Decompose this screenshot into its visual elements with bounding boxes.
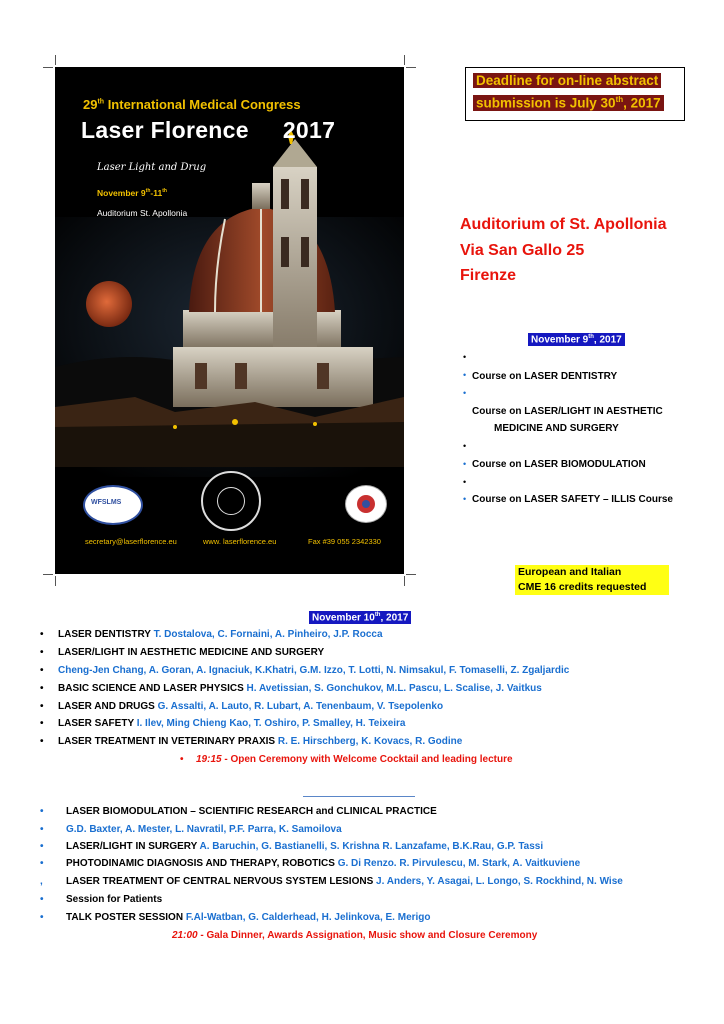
session-title: LASER DENTISTRY <box>58 629 154 640</box>
poster-fax: Fax #39 055 2342330 <box>308 537 381 546</box>
bullet: • <box>40 629 44 640</box>
session-title: PHOTODINAMIC DIAGNOSIS AND THERAPY, ROBOTICS <box>66 858 338 869</box>
date-label-nov-10: November 10th, 2017 <box>309 611 411 624</box>
bullet: • <box>40 683 44 694</box>
moon-shape <box>86 281 132 327</box>
bullet: • <box>40 718 44 729</box>
session-row <box>40 912 431 923</box>
session-row <box>40 876 623 887</box>
session-speakers: R. E. Hirschberg, K. Kovacs, R. Godine <box>277 736 463 747</box>
cme-line-2: CME 16 credits requested <box>518 581 647 593</box>
course-aesthetic-cont: MEDICINE AND SURGERY <box>494 423 619 434</box>
bullet: • <box>40 806 44 817</box>
session-speakers: G. Assalti, A. Lauto, R. Lubart, A. Tenenbaum, V. Tsepolenko <box>157 701 444 712</box>
congress-poster <box>55 67 404 574</box>
course-dentistry: Course on LASER DENTISTRY <box>472 371 618 382</box>
session-row <box>40 841 543 852</box>
ceremony-text: - Open Ceremony with Welcome Cocktail and leading lecture <box>221 754 513 765</box>
gala-text: - Gala Dinner, Awards Assignation, Music show and Closure Ceremony <box>197 930 538 941</box>
bullet: • <box>40 894 44 905</box>
session-title: LASER AND DRUGS <box>58 701 158 712</box>
deadline-line-2: submission is July 30th, 2017 <box>473 95 664 111</box>
cme-credits-note <box>515 565 669 595</box>
session-speakers: A. Baruchin, G. Bastianelli, S. Krishna R. Lanzafame, B.K.Rau, G.P. Tassi <box>199 841 544 852</box>
section-divider <box>303 796 415 797</box>
session-row <box>40 629 383 640</box>
bullet: • <box>40 858 44 869</box>
deadline-line-1: Deadline for on-line abstract <box>473 73 661 88</box>
session-title: LASER/LIGHT IN SURGERY <box>66 841 200 852</box>
venue-street: Via San Gallo 25 <box>460 242 585 259</box>
ceremony-row <box>180 754 513 765</box>
bullet: • <box>463 370 467 380</box>
session-title: LASER TREATMENT IN VETERINARY PRAXIS <box>58 736 278 747</box>
session-speakers: T. Dostalova, C. Fornaini, A. Pinheiro, J.P. Rocca <box>153 629 383 640</box>
bullet: • <box>40 912 44 923</box>
poster-email: secretary@laserflorence.eu <box>85 537 177 546</box>
bullet: • <box>40 736 44 747</box>
crop-mark <box>404 55 417 65</box>
bullet: • <box>40 665 44 676</box>
comma-bullet: , <box>40 876 43 887</box>
session-row <box>40 718 406 729</box>
session-title: Session for Patients <box>66 894 163 905</box>
session-row <box>40 894 162 905</box>
poster-venue: Auditorium St. Apollonia <box>97 208 188 218</box>
bullet: • <box>40 824 44 835</box>
gala-time: 21:00 <box>172 930 198 941</box>
gala-row <box>172 930 537 941</box>
session-title: BASIC SCIENCE AND LASER PHYSICS <box>58 683 247 694</box>
ceremony-time: 19:15 <box>196 754 222 765</box>
crop-mark <box>43 67 53 80</box>
session-speakers: I. Ilev, Ming Chieng Kao, T. Oshiro, P. Smalley, H. Teixeira <box>136 718 406 729</box>
course-safety: Course on LASER SAFETY – ILLIS Course <box>472 494 673 505</box>
poster-congress-title: 29th International Medical Congress <box>83 97 301 112</box>
session-row <box>40 824 342 835</box>
poster-website: www. laserflorence.eu <box>203 537 277 546</box>
wfslms-logo-text: WFSLMS <box>91 499 122 506</box>
poster-dates: November 9th-11th <box>97 188 167 198</box>
session-row <box>40 701 443 712</box>
session-title: LASER SAFETY <box>58 718 137 729</box>
venue-name: Auditorium of St. Apollonia <box>460 216 667 233</box>
abstract-deadline-box <box>465 67 685 121</box>
crop-mark <box>55 55 68 65</box>
course-aesthetic: Course on LASER/LIGHT IN AESTHETIC <box>472 406 663 417</box>
session-row <box>40 858 580 869</box>
bullet: • <box>463 441 467 451</box>
society-logo <box>345 485 387 523</box>
poster-event-name: Laser Florence 2017 <box>81 117 336 143</box>
bullet: • <box>463 477 467 487</box>
session-row <box>40 665 569 676</box>
session-speakers: G. Di Renzo. R. Pirvulescu, M. Stark, A. Vaitkuviene <box>337 858 581 869</box>
crop-mark <box>406 67 416 80</box>
bullet: • <box>463 494 467 504</box>
session-row <box>40 683 542 694</box>
poster-subtitle: Laser Light and Drug <box>97 162 207 173</box>
session-title: LASER TREATMENT OF CENTRAL NERVOUS SYSTEM LESIONS <box>66 876 377 887</box>
bullet: • <box>463 459 467 469</box>
session-title: TALK POSTER SESSION <box>66 912 186 923</box>
bullet: • <box>40 647 44 658</box>
session-speakers: H. Avetissian, S. Gonchukov, M.L. Pascu, L. Scalise, J. Vaitkus <box>246 683 542 694</box>
bullet: • <box>463 388 467 398</box>
crop-mark <box>404 576 417 586</box>
academy-seal-logo <box>201 471 261 531</box>
session-speakers: J. Anders, Y. Asagai, L. Longo, S. Rockhind, N. Wise <box>376 876 623 887</box>
cme-line-1: European and Italian <box>518 566 622 578</box>
session-row <box>40 806 437 817</box>
wfslms-logo <box>83 485 143 525</box>
session-row <box>40 647 324 658</box>
session-speakers: G.D. Baxter, A. Mester, L. Navratil, P.F. Parra, K. Samoilova <box>66 824 342 835</box>
venue-city: Firenze <box>460 267 517 284</box>
session-speakers: F.Al-Watban, G. Calderhead, H. Jelinkova, E. Merigo <box>185 912 431 923</box>
bullet: • <box>40 701 44 712</box>
bullet: • <box>40 841 44 852</box>
date-label-nov-9: November 9th, 2017 <box>528 333 625 346</box>
crop-mark <box>43 574 53 587</box>
session-speakers: Cheng-Jen Chang, A. Goran, A. Ignaciuk, K.Khatri, G.M. Izzo, T. Lotti, N. Nimsakul, F. Tomaselli, Z. Zgaljardic <box>58 665 570 676</box>
session-title: LASER BIOMODULATION – SCIENTIFIC RESEARCH and CLINICAL PRACTICE <box>66 806 437 817</box>
course-biomodulation: Course on LASER BIOMODULATION <box>472 459 646 470</box>
crop-mark <box>55 576 68 586</box>
session-row <box>40 736 462 747</box>
bullet: • <box>180 754 184 765</box>
session-title: LASER/LIGHT IN AESTHETIC MEDICINE AND SURGERY <box>58 647 325 658</box>
bullet: • <box>463 352 467 362</box>
